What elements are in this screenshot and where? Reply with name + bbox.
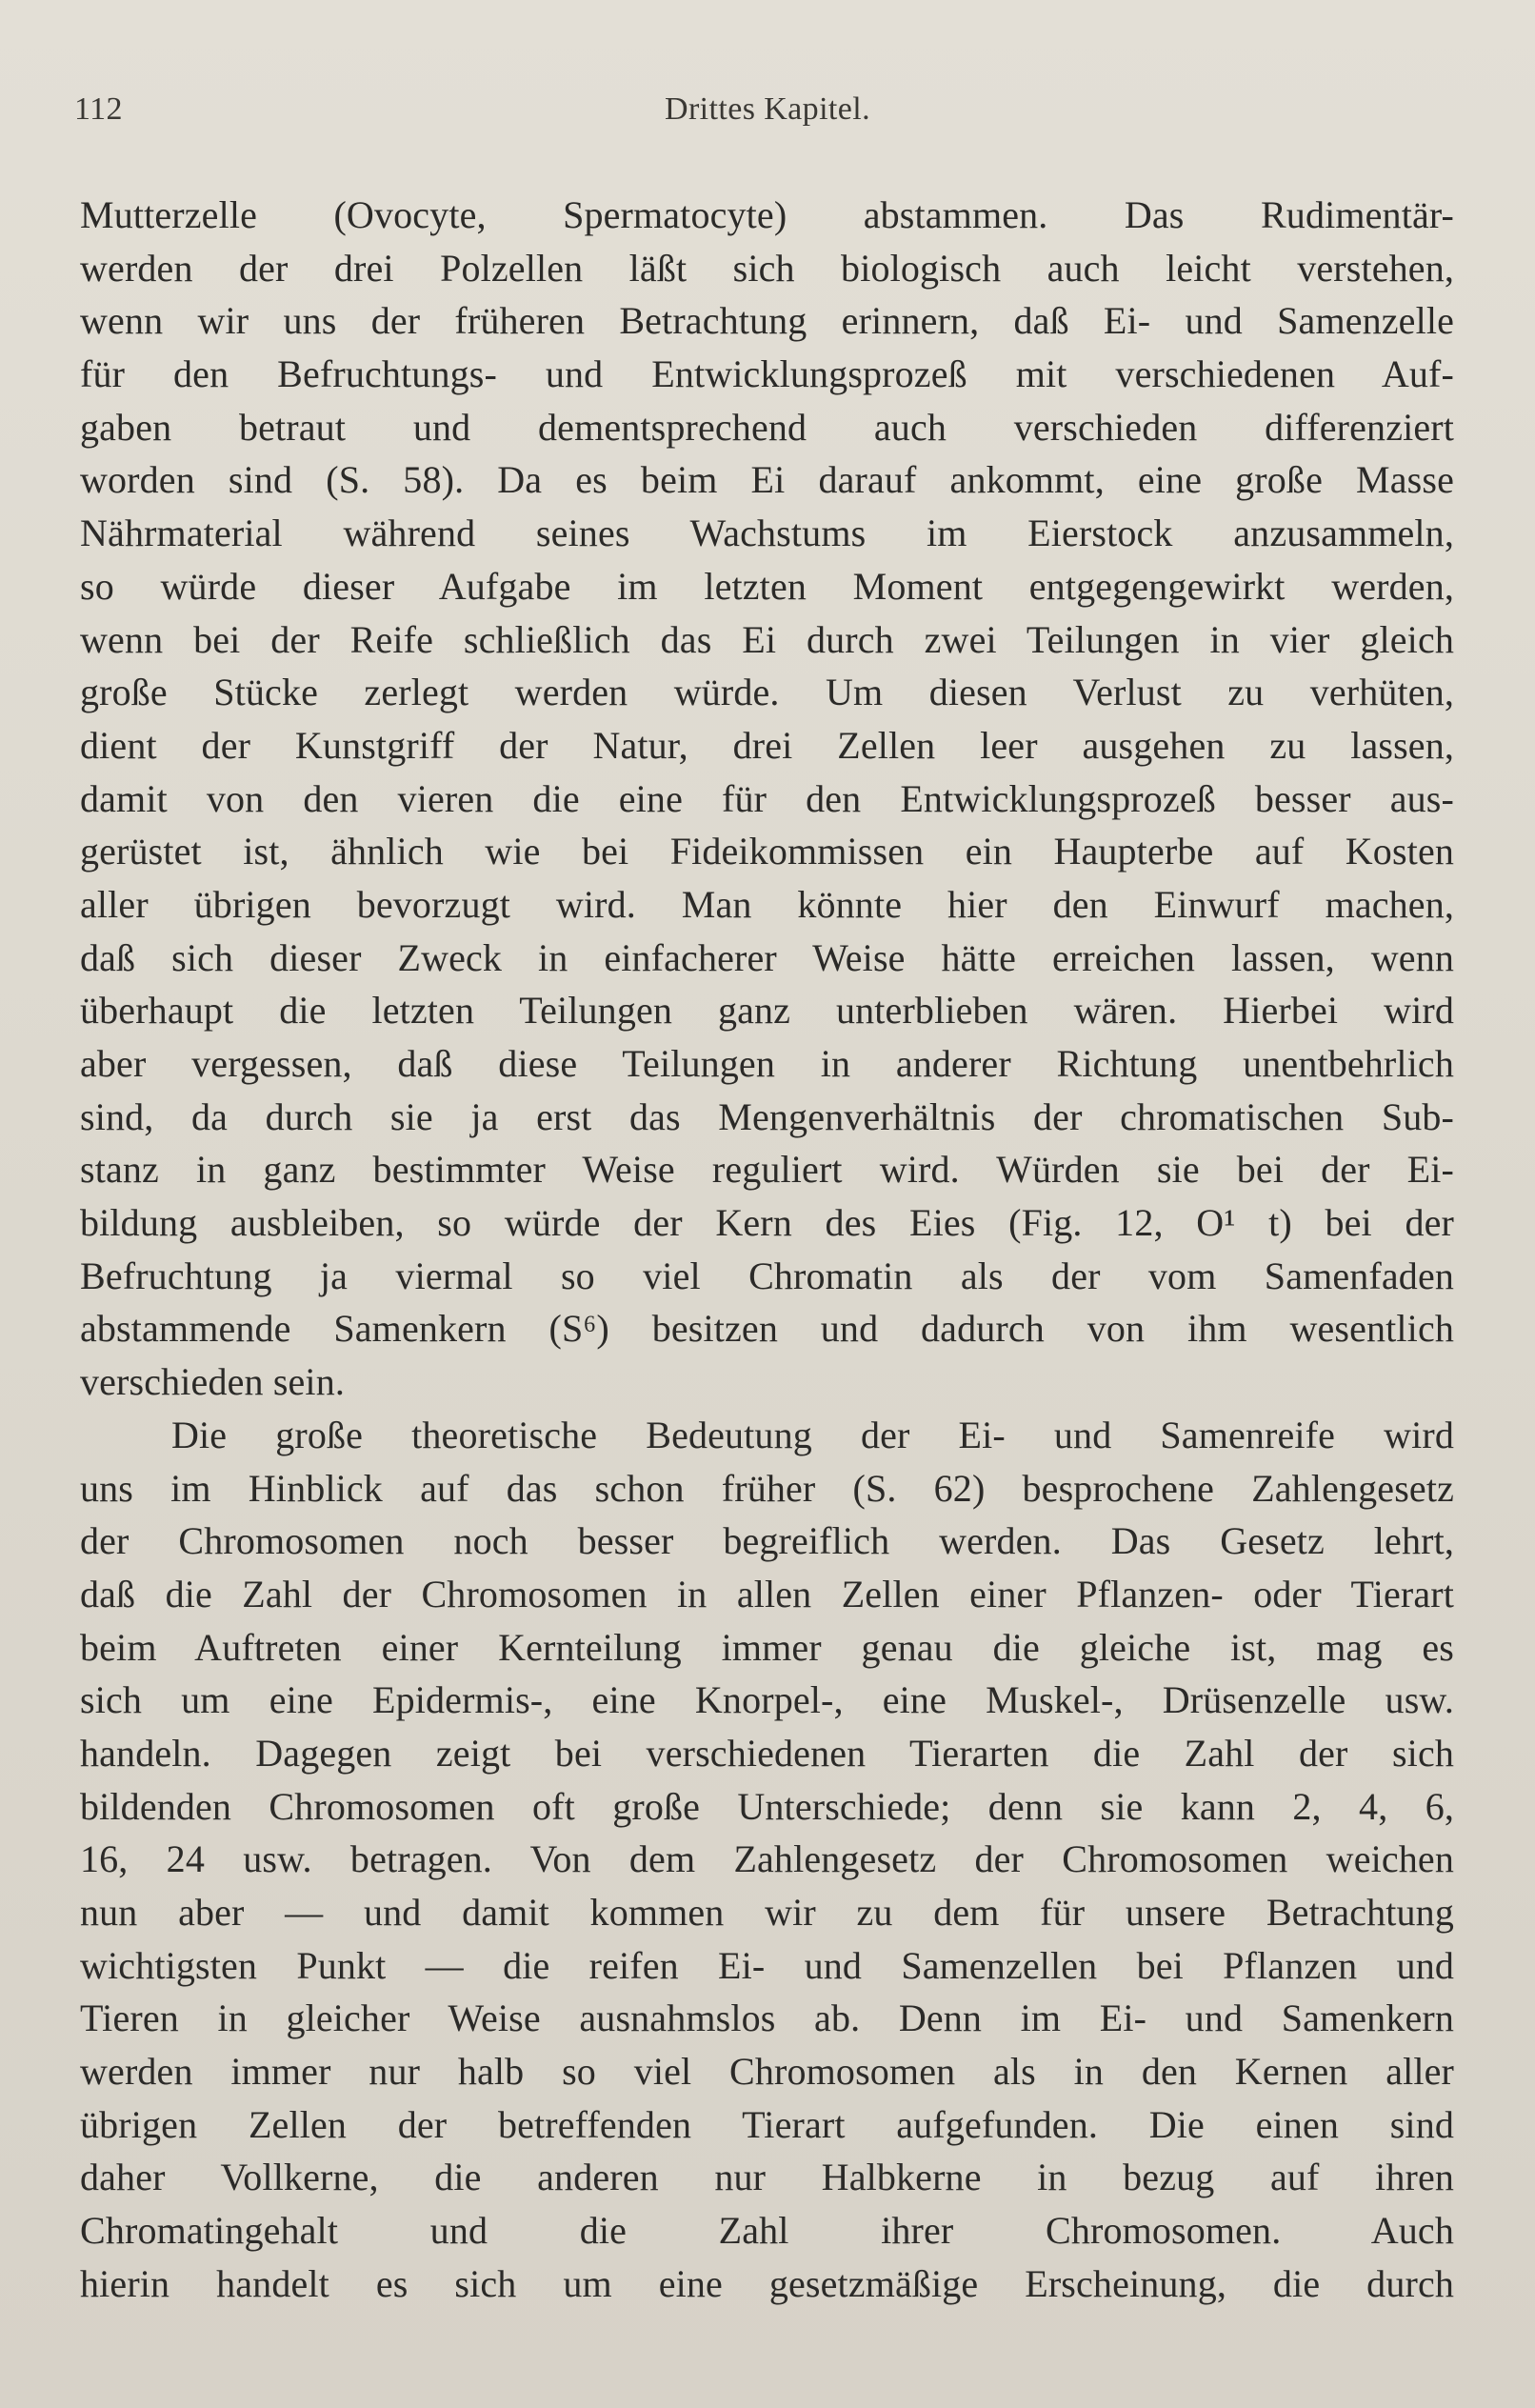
text-line: handeln. Dagegen zeigt bei verschiedenen Tierarten die Zahl der sich xyxy=(80,1731,1454,1775)
text-line: werden immer nur halb so viel Chromosomen als in den Kernen aller xyxy=(80,2050,1454,2094)
running-head: Drittes Kapitel. xyxy=(664,91,870,127)
page-number: 112 xyxy=(74,91,123,127)
body-text xyxy=(80,189,1454,2311)
text-line: Nährmaterial während seines Wachstums im Eierstock anzusammeln, xyxy=(80,512,1454,555)
text-line: aller übrigen bevorzugt wird. Man könnte hier den Einwurf machen, xyxy=(80,882,1454,926)
text-line: große Stücke zerlegt werden würde. Um diesen Verlust zu verhüten, xyxy=(80,671,1454,714)
text-line: nun aber — und damit kommen wir zu dem für unsere Betrachtung xyxy=(80,1891,1454,1934)
text-line: worden sind (S. 58). Da es beim Ei darauf ankommt, eine große Masse xyxy=(80,458,1454,502)
text-line: damit von den vieren die eine für den Entwicklungsprozeß besser aus- xyxy=(80,776,1454,820)
text-line: Mutterzelle (Ovocyte, Spermatocyte) abstammen. Das Rudimentär- xyxy=(80,193,1454,236)
text-line: stanz in ganz bestimmter Weise reguliert wird. Würden sie bei der Ei- xyxy=(80,1148,1454,1192)
text-line: hierin handelt es sich um eine gesetzmäßige Erscheinung, die durch xyxy=(80,2261,1454,2305)
text-line: Chromatingehalt und die Zahl ihrer Chromosomen. Auch xyxy=(80,2209,1454,2253)
text-line: abstammende Samenkern (S⁶) besitzen und dadurch von ihm wesentlich xyxy=(80,1307,1454,1351)
page-header xyxy=(74,91,1461,137)
text-line: so würde dieser Aufgabe im letzten Moment entgegengewirkt werden, xyxy=(80,564,1454,608)
text-line: beim Auftreten einer Kernteilung immer genau die gleiche ist, mag es xyxy=(80,1625,1454,1669)
text-line: der Chromosomen noch besser begreiflich werden. Das Gesetz lehrt, xyxy=(80,1519,1454,1563)
paragraph-2 xyxy=(80,1409,1454,2311)
text-line: wichtigsten Punkt — die reifen Ei- und Samenzellen bei Pflanzen und xyxy=(80,1943,1454,1987)
text-line: werden der drei Polzellen läßt sich biologisch auch leicht verstehen, xyxy=(80,246,1454,290)
paragraph-1 xyxy=(80,189,1454,1409)
text-line: für den Befruchtungs- und Entwicklungsprozeß mit verschiedenen Auf- xyxy=(80,352,1454,396)
text-line: übrigen Zellen der betreffenden Tierart aufgefunden. Die einen sind xyxy=(80,2102,1454,2146)
text-line: Die große theoretische Bedeutung der Ei- und Samenreife wird xyxy=(171,1413,1454,1456)
text-line: wenn bei der Reife schließlich das Ei durch zwei Teilungen in vier gleich xyxy=(80,617,1454,661)
text-line: sind, da durch sie ja erst das Mengenverhältnis der chromatischen Sub- xyxy=(80,1094,1454,1138)
text-line: Befruchtung ja viermal so viel Chromatin als der vom Samenfaden xyxy=(80,1254,1454,1297)
text-line: überhaupt die letzten Teilungen ganz unterblieben wären. Hierbei wird xyxy=(80,989,1454,1033)
text-line: daß die Zahl der Chromosomen in allen Zellen einer Pflanzen- oder Tierart xyxy=(80,1572,1454,1615)
text-line: aber vergessen, daß diese Teilungen in anderer Richtung unentbehrlich xyxy=(80,1042,1454,1085)
text-line: verschieden sein. xyxy=(80,1360,345,1404)
text-line: bildung ausbleiben, so würde der Kern des Eies (Fig. 12, O¹ t) bei der xyxy=(80,1201,1454,1245)
text-line: daher Vollkerne, die anderen nur Halbkerne in bezug auf ihren xyxy=(80,2156,1454,2199)
text-line: bildenden Chromosomen oft große Unterschiede; denn sie kann 2, 4, 6, xyxy=(80,1784,1454,1828)
text-line: Tieren in gleicher Weise ausnahmslos ab. Denn im Ei- und Samenkern xyxy=(80,1997,1454,2040)
text-line: 16, 24 usw. betragen. Von dem Zahlengesetz der Chromosomen weichen xyxy=(80,1837,1454,1881)
text-line: dient der Kunstgriff der Natur, drei Zellen leer ausgehen zu lassen, xyxy=(80,723,1454,767)
text-line: gerüstet ist, ähnlich wie bei Fideikommissen ein Haupterbe auf Kosten xyxy=(80,830,1454,873)
text-line: sich um eine Epidermis-, eine Knorpel-, eine Muskel-, Drüsenzelle usw. xyxy=(80,1678,1454,1722)
text-line: daß sich dieser Zweck in einfacherer Weise hätte erreichen lassen, wenn xyxy=(80,935,1454,979)
text-line: wenn wir uns der früheren Betrachtung erinnern, daß Ei- und Samenzelle xyxy=(80,299,1454,343)
text-line: gaben betraut und dementsprechend auch verschieden differenziert xyxy=(80,405,1454,449)
text-line: uns im Hinblick auf das schon früher (S. 62) besprochene Zahlengesetz xyxy=(80,1466,1454,1510)
